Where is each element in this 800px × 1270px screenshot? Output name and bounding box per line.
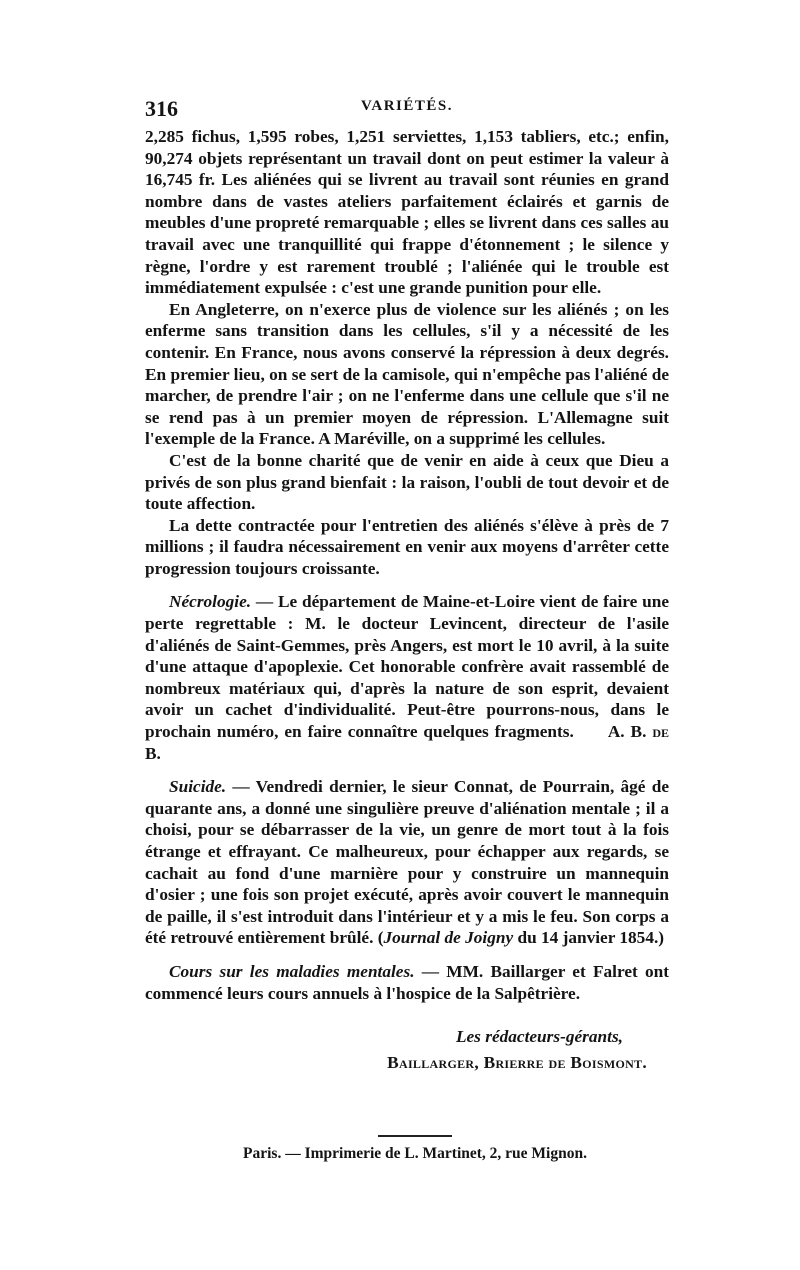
page-number: 316	[145, 96, 178, 121]
suicide-text: — Vendredi dernier, le sieur Connat, de Pourrain, âgé de quarante ans, a donné une singulière preuve d'aliénation mentale ; il a choisi, pour se débarrasser de la vie, un genre de mort tout à la fois étrange et effrayant. Ce malheureux, pour échapper aux regards, se cachait au fond d'une marnière pour y construire un mannequin d'osier ; une fois son projet exécuté, après avoir couvert le mannequin de paille, il s'est introduit dans l'intérieur et y a mis le feu. Son corps a été retrouvé entièrement brûlé. (	[145, 777, 669, 948]
paragraph-debt: La dette contractée pour l'entretien des aliénés s'élève à près de 7 millions ; il faudra nécessairement en venir aux moyens d'arrêter cette progression toujours croissante.	[145, 515, 669, 578]
suicide-rubric: Suicide.	[169, 777, 227, 797]
paragraph-courses	[145, 961, 669, 1004]
necrology-text: — Le département de Maine-et-Loire vient de faire une perte regrettable : M. le docteur Levincent, directeur de l'asile d'aliénés de Saint-Gemmes, près Angers, est mort le 10 avril, à la suite d'une attaque d'apoplexie. Cet honorable confrère avait rassemblé de nombreux matériaux qui, d'après la nature de son esprit, devaient avoir un cachet d'individualité. Peut-être pourrons-nous, dans le prochain numéro, en faire connaître quelques fragments.	[145, 592, 669, 742]
running-head: VARIÉTÉS.	[360, 98, 453, 114]
page-header	[145, 96, 669, 126]
paragraph-repression: En Angleterre, on n'exerce plus de violence sur les aliénés ; on les enferme sans transition dans les cellules, s'il y a nécessité de les contenir. En France, nous avons conservé la répression à deux degrés. En premier lieu, on se sert de la camisole, qui n'empêche pas l'aliéné de marcher, de prendre l'air ; on ne l'enferme dans une cellule que s'il ne se rend pas à un premier moyen de répression. L'Allemagne suit l'exemple de la France. A Maréville, on a supprimé les cellules.	[145, 299, 670, 449]
paragraph-charity: C'est de la bonne charité que de venir en aide à ceux que Dieu a privés de son plus grand bienfait : la raison, l'oubli de tout devoir et de toute affection.	[145, 450, 669, 514]
necrology-rubric: Nécrologie.	[169, 592, 252, 612]
suicide-source: Journal de Joigny	[383, 928, 514, 948]
paragraph-suicide	[145, 776, 669, 949]
paragraph-necrology	[145, 591, 669, 764]
courses-text: — MM. Baillarger et Falret ont commencé leurs cours annuels à l'hospice de la Salpêtrière.	[145, 961, 669, 1003]
body-text	[145, 126, 669, 1004]
signature-role: Les rédacteurs-gérants,	[455, 1027, 623, 1047]
signature-block	[145, 1024, 669, 1076]
courses-rubric: Cours sur les maladies mentales.	[169, 961, 415, 981]
signature-names: Baillarger, Brierre de Boismont.	[387, 1053, 647, 1073]
paragraph-work-statistics: 2,285 fichus, 1,595 robes, 1,251 serviettes, 1,153 tabliers, etc.; enfin, 90,274 objets représentant un travail dont on peut estimer la valeur à 16,745 fr. Les aliénées qui se livrent au travail sont réunies en grand nombre dans de vastes ateliers parfaitement éclairés et garnis de meubles d'une propreté remarquable ; elles se livrent dans ces salles au travail avec une tranquillité qui frappe d'étonnement ; le silence y règne, l'ordre y est rarement troublé ; l'aliénée qui le trouble est immédiatement expulsée : c'est une grande punition pour elle.	[145, 127, 669, 298]
suicide-source-date: du 14 janvier 1854.)	[513, 928, 665, 948]
page	[145, 96, 669, 1163]
printer-imprint: Paris. — Imprimerie de L. Martinet, 2, rue Mignon.	[243, 1145, 587, 1163]
necrology-signoff: A. B. de B.	[145, 722, 669, 763]
imprint-rule	[378, 1135, 452, 1137]
